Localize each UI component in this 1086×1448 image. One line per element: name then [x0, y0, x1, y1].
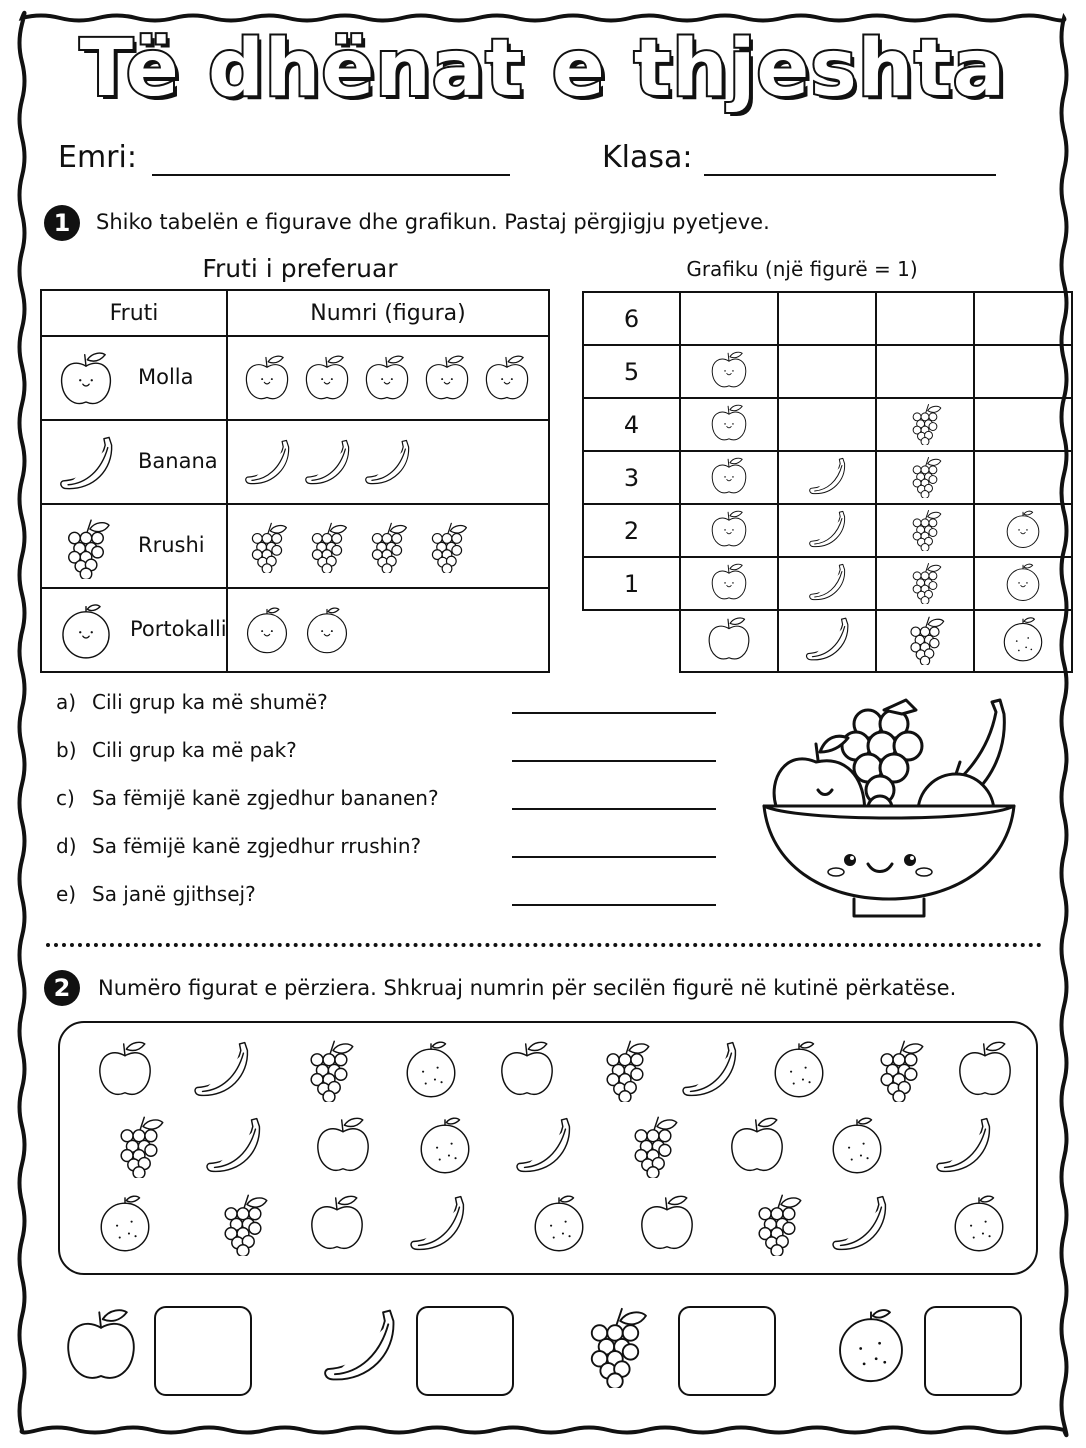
grapes-icon: [744, 1190, 810, 1256]
class-field[interactable]: [704, 174, 996, 176]
count-answer-box[interactable]: [416, 1306, 514, 1396]
section-2-number: 2: [44, 970, 80, 1006]
row-pictures: [227, 504, 549, 588]
banana-icon: [676, 1036, 742, 1102]
banana-icon: [200, 1112, 266, 1178]
banana-icon: [805, 507, 849, 551]
row-label: Portokalli: [130, 617, 227, 641]
graph-cell: [876, 345, 974, 398]
apple-icon: [952, 1036, 1018, 1102]
banana-icon: [300, 435, 354, 489]
mixed-fruit: [952, 1036, 1018, 1106]
apple-icon: [707, 348, 751, 392]
graph-cell: [974, 292, 1072, 345]
section-1-instruction: Shiko tabelën e figurave dhe grafikun. Pastaj përgjigju pyetjeve.: [96, 210, 770, 234]
graph-cell: [680, 451, 778, 504]
section-1-number: 1: [44, 205, 80, 241]
grapes-icon: [300, 519, 354, 573]
orange-icon: [1001, 507, 1045, 551]
mixed-fruit: [930, 1112, 996, 1182]
orange-icon: [1001, 560, 1045, 604]
apple-icon: [707, 560, 751, 604]
column-header-count: Numri (figura): [227, 290, 549, 336]
graph-cell: [974, 398, 1072, 451]
graph-cell: [778, 398, 876, 451]
question-text: Sa fëmijë kanë zgjedhur rrushin?: [92, 834, 422, 858]
graph-category: [778, 610, 876, 672]
question-letter: b): [56, 738, 77, 762]
orange-icon: [824, 1112, 890, 1178]
section-divider: [46, 943, 1042, 947]
mixed-fruit: [592, 1036, 658, 1106]
question-text: Sa janë gjithsej?: [92, 882, 256, 906]
mixed-fruit: [106, 1112, 172, 1182]
banana-icon: [805, 454, 849, 498]
graph-cell: [876, 504, 974, 557]
graph-cell: [680, 557, 778, 610]
graph-cell: [974, 451, 1072, 504]
mixed-fruit: [304, 1190, 370, 1260]
row-label: Banana: [138, 449, 218, 473]
name-label: Emri:: [58, 140, 137, 175]
graph-tick-label: 1: [583, 557, 680, 610]
graph-cell: [778, 451, 876, 504]
graph-tick-label: 4: [583, 398, 680, 451]
apple-icon: [703, 613, 755, 665]
count-answer-box[interactable]: [154, 1306, 252, 1396]
picture-graph: [582, 291, 1073, 673]
question-letter: a): [56, 690, 77, 714]
mixed-fruit: [724, 1112, 790, 1182]
table-row: [41, 336, 549, 420]
grapes-icon: [903, 454, 947, 498]
mixed-fruit: [494, 1036, 560, 1106]
graph-cell: [974, 345, 1072, 398]
banana-icon: [801, 613, 853, 665]
banana-icon: [805, 560, 849, 604]
answer-line[interactable]: [512, 856, 716, 858]
graph-tick-label: 2: [583, 504, 680, 557]
table-row: [41, 588, 549, 672]
grapes-icon: [903, 401, 947, 445]
graph-cell: [778, 557, 876, 610]
graph-tick-label: 3: [583, 451, 680, 504]
section-2-instruction: Numëro figurat e përziera. Shkruaj numrin për secilën figurë në kutinë përkatëse.: [98, 976, 957, 1000]
apple-icon: [92, 1036, 158, 1102]
mixed-fruit: [412, 1112, 478, 1182]
grapes-icon: [54, 515, 118, 579]
table-row: [41, 420, 549, 504]
graph-cell: [876, 398, 974, 451]
banana-icon: [404, 1190, 470, 1256]
grapes-icon: [210, 1190, 276, 1256]
graph-tick-label: 5: [583, 345, 680, 398]
grapes-icon: [899, 613, 951, 665]
table-row: [41, 504, 549, 588]
answer-fruit: [58, 1302, 144, 1392]
answer-line[interactable]: [512, 808, 716, 810]
graph-cell: [974, 504, 1072, 557]
apple-icon: [634, 1190, 700, 1256]
apple-icon: [480, 351, 534, 405]
page-title: Të dhënat e thjeshta: [79, 24, 1007, 114]
graph-cell: [680, 504, 778, 557]
mixed-fruit: [744, 1190, 810, 1260]
answer-fruit: [828, 1302, 914, 1392]
apple-icon: [360, 351, 414, 405]
question-letter: e): [56, 882, 77, 906]
question-text: Cili grup ka më pak?: [92, 738, 297, 762]
mixed-fruit: [620, 1112, 686, 1182]
class-label: Klasa:: [602, 140, 693, 175]
mixed-fruit: [92, 1036, 158, 1106]
grapes-icon: [903, 507, 947, 551]
graph-cell: [876, 292, 974, 345]
mixed-fruit: [310, 1112, 376, 1182]
apple-icon: [494, 1036, 560, 1102]
answer-fruit: [572, 1302, 658, 1392]
graph-cell: [778, 292, 876, 345]
orange-icon: [92, 1190, 158, 1256]
grapes-icon: [240, 519, 294, 573]
row-label: Rrushi: [138, 533, 205, 557]
mixed-fruit: [676, 1036, 742, 1106]
mixed-fruit: [296, 1036, 362, 1106]
grapes-icon: [592, 1036, 658, 1102]
orange-icon: [828, 1302, 914, 1388]
apple-icon: [707, 454, 751, 498]
mixed-fruit: [766, 1036, 832, 1106]
mixed-fruit: [826, 1190, 892, 1260]
graph-cell: [680, 292, 778, 345]
graph-cell: [876, 451, 974, 504]
banana-icon: [930, 1112, 996, 1178]
apple-icon: [300, 351, 354, 405]
mixed-fruit: [92, 1190, 158, 1260]
banana-icon: [360, 435, 414, 489]
graph-cell: [778, 345, 876, 398]
grapes-icon: [903, 560, 947, 604]
apple-icon: [707, 401, 751, 445]
answer-line[interactable]: [512, 760, 716, 762]
count-answer-box[interactable]: [924, 1306, 1022, 1396]
graph-category: [680, 610, 778, 672]
graph-cell: [876, 557, 974, 610]
orange-icon: [946, 1190, 1012, 1256]
question-text: Sa fëmijë kanë zgjedhur bananen?: [92, 786, 439, 810]
grapes-icon: [106, 1112, 172, 1178]
apple-icon: [54, 347, 118, 411]
answer-line[interactable]: [512, 904, 716, 906]
column-header-fruit: Fruti: [41, 290, 227, 336]
apple-icon: [304, 1190, 370, 1256]
orange-icon: [54, 599, 118, 663]
mixed-fruit: [188, 1036, 254, 1106]
grapes-icon: [296, 1036, 362, 1102]
apple-icon: [58, 1302, 144, 1388]
grapes-icon: [360, 519, 414, 573]
banana-icon: [826, 1190, 892, 1256]
grapes-icon: [572, 1302, 658, 1388]
answer-fruit: [316, 1302, 402, 1392]
graph-title: Grafiku (një figurë = 1): [686, 257, 918, 281]
pictograph-table: [40, 289, 550, 673]
orange-icon: [766, 1036, 832, 1102]
orange-icon: [300, 603, 354, 657]
grapes-icon: [420, 519, 474, 573]
row-pictures: [227, 588, 549, 672]
mixed-fruit: [398, 1036, 464, 1106]
orange-icon: [997, 613, 1049, 665]
count-answer-box[interactable]: [678, 1306, 776, 1396]
row-pictures: [227, 420, 549, 504]
graph-cell: [974, 557, 1072, 610]
orange-icon: [412, 1112, 478, 1178]
grapes-icon: [866, 1036, 932, 1102]
banana-icon: [240, 435, 294, 489]
mixed-fruit: [824, 1112, 890, 1182]
row-label: Molla: [138, 365, 194, 389]
grapes-icon: [620, 1112, 686, 1178]
row-pictures: [227, 336, 549, 420]
graph-cell: [778, 504, 876, 557]
graph-category: [876, 610, 974, 672]
banana-icon: [316, 1302, 402, 1388]
mixed-fruit: [404, 1190, 470, 1260]
mixed-fruit: [526, 1190, 592, 1260]
name-field[interactable]: [152, 174, 510, 176]
mixed-fruit: [200, 1112, 266, 1182]
banana-icon: [510, 1112, 576, 1178]
apple-icon: [310, 1112, 376, 1178]
mixed-fruit: [210, 1190, 276, 1260]
graph-category: [974, 610, 1072, 672]
graph-corner: [583, 610, 680, 672]
mixed-fruit: [634, 1190, 700, 1260]
pictograph-title: Fruti i preferuar: [202, 254, 398, 283]
mixed-fruit: [866, 1036, 932, 1106]
banana-icon: [188, 1036, 254, 1102]
banana-icon: [54, 431, 118, 495]
mixed-fruit: [946, 1190, 1012, 1260]
mixed-fruit: [510, 1112, 576, 1182]
fruit-bowl-icon: [756, 694, 1026, 924]
question-letter: c): [56, 786, 75, 810]
orange-icon: [240, 603, 294, 657]
orange-icon: [398, 1036, 464, 1102]
apple-icon: [707, 507, 751, 551]
question-text: Cili grup ka më shumë?: [92, 690, 328, 714]
graph-cell: [680, 345, 778, 398]
apple-icon: [420, 351, 474, 405]
graph-tick-label: 6: [583, 292, 680, 345]
apple-icon: [240, 351, 294, 405]
orange-icon: [526, 1190, 592, 1256]
apple-icon: [724, 1112, 790, 1178]
answer-line[interactable]: [512, 712, 716, 714]
question-letter: d): [56, 834, 77, 858]
graph-cell: [680, 398, 778, 451]
